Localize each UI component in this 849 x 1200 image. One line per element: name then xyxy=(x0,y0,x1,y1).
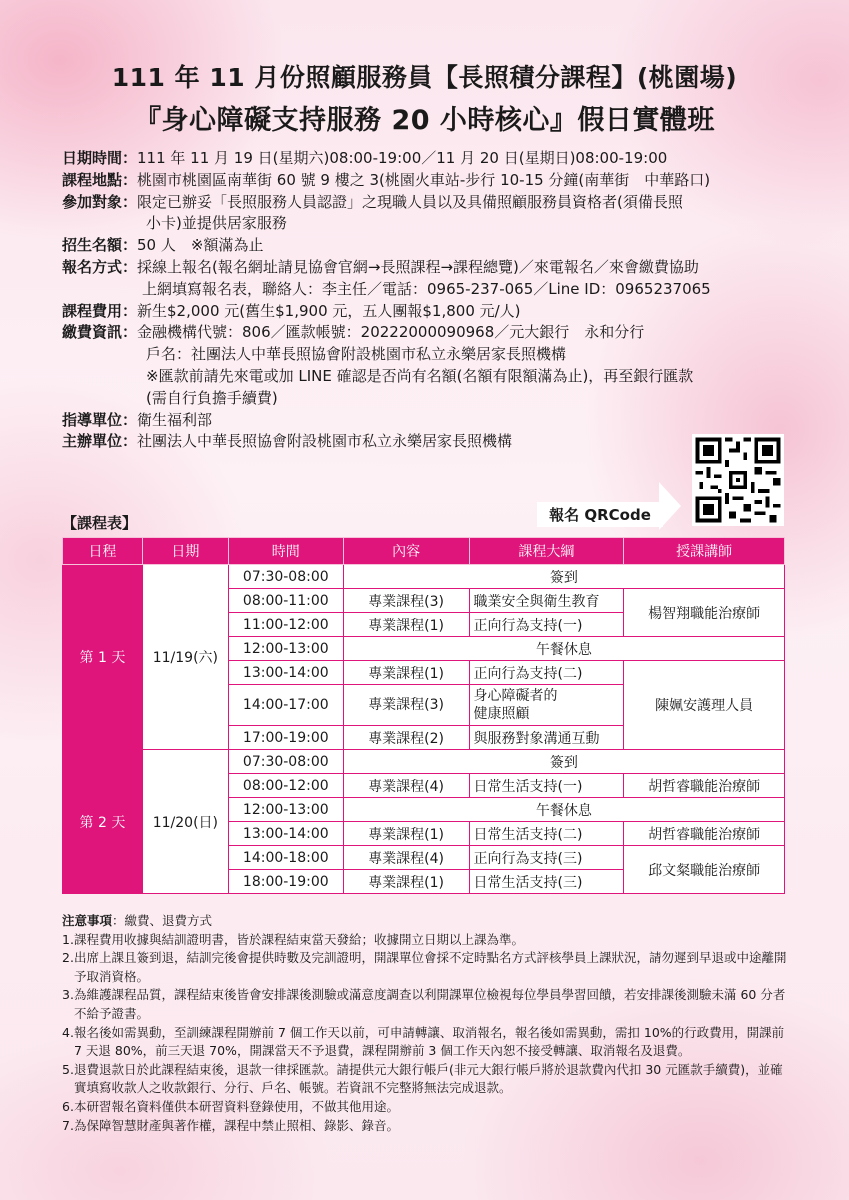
note-item xyxy=(62,986,792,1023)
date-1-cell: 11/19(六) xyxy=(142,565,228,750)
note-item xyxy=(62,1117,792,1136)
signup-value-2: 上網填寫報名表，聯絡人：李主任／電話：0965-237-065／Line ID：0965237065 xyxy=(142,279,711,298)
notes-heading xyxy=(62,912,792,931)
content-cell: 專業課程(1) xyxy=(343,870,469,894)
schedule-label: 【課程表】 xyxy=(62,514,138,532)
outline-cell: 與服務對象溝通互動 xyxy=(469,726,624,750)
pay-value-3: ※匯款前請先來電或加 LINE 確認是否尚有名額(名額有限額滿為止)，再至銀行匯款 xyxy=(146,366,694,385)
target-label: 參加對象： xyxy=(62,192,138,211)
time-cell: 08:00-12:00 xyxy=(228,774,343,798)
table-row xyxy=(63,565,785,589)
info-host xyxy=(62,431,802,453)
time-cell: 11:00-12:00 xyxy=(228,613,343,637)
pay-value-4: (需自行負擔手續費) xyxy=(146,388,278,407)
pay-value: 金融機構代號：806／匯款帳號：20222000090968／元大銀行 永和分行 xyxy=(137,323,645,342)
schedule-table xyxy=(62,537,785,894)
info-signup xyxy=(62,257,802,279)
note-text: 本研習報名資料僅供本研習資料登錄使用，不做其他用途。 xyxy=(74,1098,400,1114)
teacher-cell: 楊智翔職能治療師 xyxy=(624,589,785,637)
note-number: 4. xyxy=(62,1024,74,1040)
notes-head-rest: ：繳費、退費方式 xyxy=(112,913,213,928)
qr-label: 報名 QRCode xyxy=(537,502,663,527)
content-cell: 午餐休息 xyxy=(343,637,784,661)
col-header-time: 時間 xyxy=(228,538,343,565)
guide-label: 指導單位： xyxy=(62,410,138,429)
host-value: 社團法人中華長照協會附設桃園市私立永樂居家長照機構 xyxy=(137,432,513,451)
note-text: 報名後如需異動，至訓練課程開辦前 7 個工作天以前，可申請轉讓、取消報名，報名後如需異動，需扣 10%的行政費用，開課前 7 天退 80%，前三天退 70%，開課當天不予退費，課程開辦前 3 個工作天內恕不接受轉讓、取消報名及退費。 xyxy=(74,1024,785,1059)
time-cell: 12:00-13:00 xyxy=(228,637,343,661)
info-target xyxy=(62,192,802,214)
host-label: 主辦單位： xyxy=(62,432,138,451)
outline-cell: 正向行為支持(二) xyxy=(469,661,624,685)
pay-value-2: 戶名：社團法人中華長照協會附設桃園市私立永樂居家長照機構 xyxy=(146,345,567,364)
outline-line-1: 身心障礙者的 xyxy=(473,688,558,704)
day-2-cell: 第 2 天 xyxy=(63,750,143,894)
outline-cell: 日常生活支持(一) xyxy=(469,774,624,798)
target-value: 限定已辦妥「長照服務人員認證」之現職人員以及具備照顧服務員資格者(須備長照 xyxy=(137,192,683,211)
note-text: 退費退款日於此課程結束後，退款一律採匯款。請提供元大銀行帳戶(非元大銀行帳戶將於退款費內代扣 30 元匯款手續費)，並確實填寫收款人之收款銀行、分行、戶名、帳號。若資訊不完整將無法完成退款。 xyxy=(74,1061,783,1096)
time-cell: 08:00-11:00 xyxy=(228,589,343,613)
col-header-content: 內容 xyxy=(343,538,469,565)
date-value: 111 年 11 月 19 日(星期六)08:00-19:00／11 月 20 日(星期日)08:00-19:00 xyxy=(137,149,668,167)
qr-code-icon xyxy=(692,434,784,526)
note-item xyxy=(62,1061,792,1098)
content-cell: 專業課程(4) xyxy=(343,846,469,870)
content-cell: 專業課程(1) xyxy=(343,822,469,846)
info-place xyxy=(62,170,802,192)
table-header-row xyxy=(63,538,785,565)
info-pay xyxy=(62,322,802,344)
signup-value: 採線上報名(報名網址請見協會官網→長照課程→課程總覽)／來電報名／來會繳費協助 xyxy=(137,257,699,276)
content-cell: 專業課程(2) xyxy=(343,726,469,750)
note-text: 為保障智慧財產與著作權，課程中禁止照相、錄影、錄音。 xyxy=(74,1117,400,1133)
outline-line-2: 健康照顧 xyxy=(473,706,530,722)
note-item xyxy=(62,931,792,950)
col-header-day: 日程 xyxy=(63,538,143,565)
outline-cell: 日常生活支持(三) xyxy=(469,870,624,894)
info-fee xyxy=(62,301,802,323)
time-cell: 14:00-18:00 xyxy=(228,846,343,870)
outline-cell xyxy=(469,685,624,726)
outline-cell: 正向行為支持(三) xyxy=(469,846,624,870)
content-cell: 專業課程(1) xyxy=(343,661,469,685)
day-1-cell: 第 1 天 xyxy=(63,565,143,750)
teacher-cell: 陳姵安護理人員 xyxy=(624,661,785,750)
note-text: 課程費用收據與結訓證明書，皆於課程結束當天發給；收據開立日期以上課為準。 xyxy=(74,931,525,947)
fee-value: 新生$2,000 元(舊生$1,900 元，五人團報$1,800 元/人) xyxy=(137,301,521,320)
info-quota xyxy=(62,235,802,257)
time-cell: 12:00-13:00 xyxy=(228,798,343,822)
content-cell: 專業課程(3) xyxy=(343,685,469,726)
note-number: 2. xyxy=(62,950,74,966)
time-cell: 14:00-17:00 xyxy=(228,685,343,726)
time-cell: 13:00-14:00 xyxy=(228,822,343,846)
title-line-1: 111 年 11 月份照顧服務員【長照積分課程】(桃園場) xyxy=(111,63,738,92)
date-label: 日期時間： xyxy=(62,149,138,167)
teacher-cell: 邱文粲職能治療師 xyxy=(624,846,785,894)
content-cell: 簽到 xyxy=(343,750,784,774)
note-number: 6. xyxy=(62,1098,74,1114)
content-cell: 專業課程(3) xyxy=(343,589,469,613)
qr-code[interactable] xyxy=(692,434,784,526)
info-date xyxy=(62,148,802,170)
outline-cell: 職業安全與衛生教育 xyxy=(469,589,624,613)
teacher-cell: 胡哲睿職能治療師 xyxy=(624,822,785,846)
notes-section xyxy=(62,912,792,1135)
outline-cell: 日常生活支持(二) xyxy=(469,822,624,846)
time-cell: 17:00-19:00 xyxy=(228,726,343,750)
time-cell: 07:30-08:00 xyxy=(228,565,343,589)
quota-label: 招生名額： xyxy=(62,236,138,255)
content-cell: 午餐休息 xyxy=(343,798,784,822)
note-item xyxy=(62,949,792,986)
outline-cell: 正向行為支持(一) xyxy=(469,613,624,637)
col-header-teacher: 授課講師 xyxy=(624,538,785,565)
col-header-outline: 課程大綱 xyxy=(469,538,624,565)
note-item xyxy=(62,1024,792,1061)
course-info xyxy=(62,148,802,453)
date-2-cell: 11/20(日) xyxy=(142,750,228,894)
note-item xyxy=(62,1098,792,1117)
col-header-date: 日期 xyxy=(142,538,228,565)
note-number: 7. xyxy=(62,1117,74,1133)
note-number: 3. xyxy=(62,987,74,1003)
teacher-cell: 胡哲睿職能治療師 xyxy=(624,774,785,798)
pay-label: 繳費資訊： xyxy=(62,323,138,342)
note-text: 出席上課且簽到退，結訓完後會提供時數及完訓證明，開課單位會採不定時點名方式評核學員上課狀況，請勿遲到早退或中途離開予取消資格。 xyxy=(74,950,787,984)
info-guide xyxy=(62,410,802,432)
content-cell: 專業課程(4) xyxy=(343,774,469,798)
time-cell: 13:00-14:00 xyxy=(228,661,343,685)
fee-label: 課程費用： xyxy=(62,301,138,320)
place-value: 桃園市桃園區南華街 60 號 9 樓之 3(桃園火車站-步行 10-15 分鐘(南華街 中華路口) xyxy=(137,170,711,189)
content-cell: 簽到 xyxy=(343,565,784,589)
quota-value: 50 人 ※額滿為止 xyxy=(137,236,264,255)
place-label: 課程地點： xyxy=(62,170,138,189)
target-value-2: 小卡)並提供居家服務 xyxy=(146,214,287,233)
note-text: 為維護課程品質，課程結束後皆會安排課後測驗或滿意度調查以利開課單位檢視每位學員學習回饋，若安排課後測驗未滿 60 分者不給予證書。 xyxy=(74,987,786,1021)
title-line-2: 『身心障礙支持服務 20 小時核心』假日實體班 xyxy=(134,105,715,136)
time-cell: 07:30-08:00 xyxy=(228,750,343,774)
time-cell: 18:00-19:00 xyxy=(228,870,343,894)
signup-label: 報名方式： xyxy=(62,257,138,276)
table-row xyxy=(63,750,785,774)
guide-value: 衛生福利部 xyxy=(137,410,213,429)
content-cell: 專業課程(1) xyxy=(343,613,469,637)
note-number: 5. xyxy=(62,1061,74,1077)
note-number: 1. xyxy=(62,931,74,947)
notes-head: 注意事項 xyxy=(62,913,113,928)
